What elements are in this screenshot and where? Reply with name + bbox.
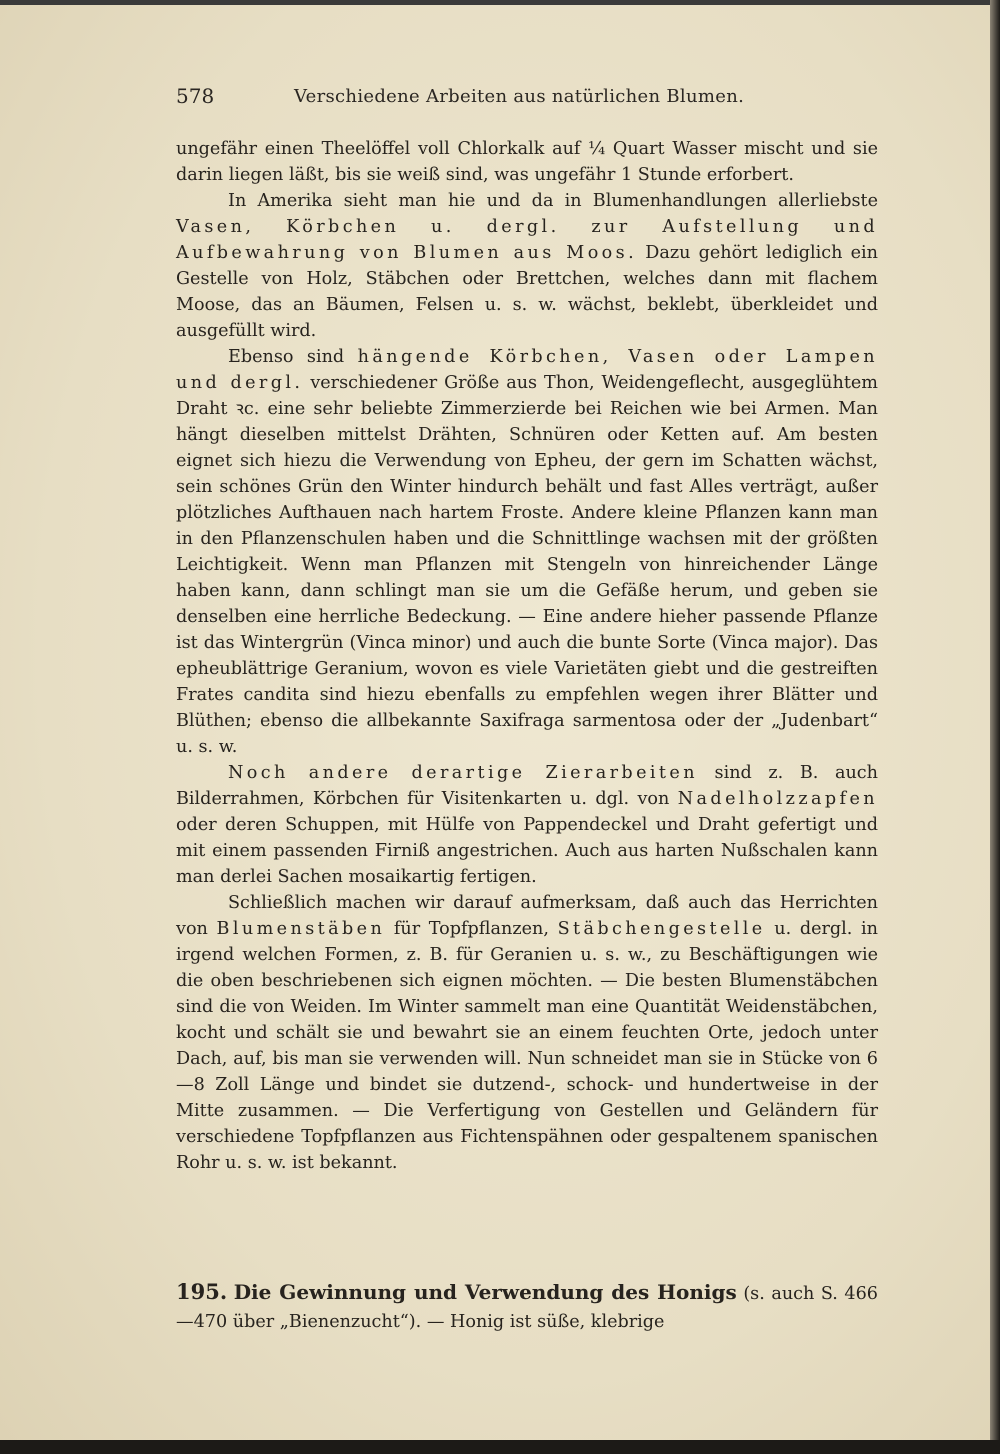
section-195: [176, 1278, 878, 1336]
spaced-emphasis: hängende Körbchen, Vasen oder Lampen und dergl.: [176, 347, 878, 393]
scan-top-border: [0, 0, 1000, 5]
running-title: Verschiedene Arbeiten aus natürlichen Blumen.: [294, 86, 745, 107]
scan-bottom-edge: [0, 1440, 1000, 1454]
text-run: Schließlich machen wir darauf aufmerksam, daß auch das Herrichten von: [176, 893, 878, 939]
text-run: für Topfpflanzen,: [385, 919, 558, 939]
section-title: Die Gewinnung und Verwendung des Honigs: [233, 1280, 737, 1304]
page-header: [176, 84, 880, 116]
section-text: (s. auch S. 466—470 über „Bienenzucht“). — Honig ist süße, klebrige: [176, 1284, 878, 1332]
spaced-emphasis: Nadelholzzapfen: [677, 789, 878, 809]
paragraph: [176, 188, 878, 344]
spaced-emphasis: Blumenstäben: [216, 919, 386, 939]
paragraph: [176, 890, 878, 1176]
scan-right-edge: [990, 0, 1000, 1454]
page-number: 578: [176, 84, 215, 108]
text-run: verschiedener Größe aus Thon, Weidengeflecht, ausgeglühtem Draht ꝛc. eine sehr beliebte Zimmerzierde bei Reichen wie bei Armen. Man hängt dieselben mittelst Drähten, Schnüren oder Ketten auf. Am besten eignet sich hiezu die Verwendung von Epheu, der gern im Schatten wächst, sein schönes Grün den Winter hindurch behält und fast Alles verträgt, außer plötzliches Aufthauen nach hartem Froste. Andere kleine Pflanzen kann man in den Pflanzenschulen haben und die Schnittlinge wachsen mit der größten Leichtigkeit. Wenn man Pflanzen mit Stengeln von hinreichender Länge haben kann, dann schlingt man sie um die Gefäße herum, und geben sie denselben eine herrliche Bedeckung. — Eine andere hieher passende Pflanze ist das Wintergrün (Vinca minor) und auch die bunte Sorte (Vinca major). Das epheublättrige Geranium, wovon es viele Varietäten giebt und die gestreiften Frates candita sind hiezu ebenfalls zu empfehlen wegen ihrer Blätter und Blüthen; ebenso die allbekannte Saxifraga sarmentosa oder der „Judenbart“ u. s. w.: [176, 373, 878, 757]
section-number: 195.: [176, 1279, 228, 1304]
paragraph: [176, 760, 878, 890]
spaced-emphasis: Vasen, Körbchen u. dergl. zur Aufstellung und Aufbewahrung von Blumen aus Moos.: [176, 217, 878, 263]
body-text: [176, 136, 878, 1176]
text-run: sind z. B. auch Bilderrahmen, Körbchen für Visitenkarten u. dgl. von: [176, 763, 878, 809]
text-run: u. dergl. in irgend welchen Formen, z. B. für Geranien u. s. w., zu Beschäftigungen wie die oben beschriebenen sich eignen möchten. — Die besten Blumenstäbchen sind die von Weiden. Im Winter sammelt man eine Quantität Weidenstäbchen, kocht und schält sie und bewahrt sie an einem feuchten Orte, jedoch unter Dach, auf, bis man sie verwenden will. Nun schneidet man sie in Stücke von 6—8 Zoll Länge und bindet sie dutzend-, schock- und hundertweise in der Mitte zusammen. — Die Verfertigung von Gestellen und Geländern für verschiedene Topfpflanzen aus Fichtenspähnen oder gespaltenem spanischen Rohr u. s. w. ist bekannt.: [176, 919, 878, 1173]
text-run: In Amerika sieht man hie und da in Blumenhandlungen allerliebste: [228, 191, 878, 211]
text-run: oder deren Schuppen, mit Hülfe von Pappendeckel und Draht gefertigt und mit einem passenden Firniß angestrichen. Auch aus harten Nußschalen kann man derlei Sachen mosaikartig fertigen.: [176, 815, 878, 887]
text-run: Ebenso sind: [228, 347, 358, 367]
text-run: Dazu gehört lediglich ein Gestelle von Holz, Stäbchen oder Brettchen, welches dann mit flachem Moose, das an Bäumen, Felsen u. s. w. wächst, beklebt, überkleidet und ausgefüllt wird.: [176, 243, 878, 341]
paragraph: [176, 344, 878, 760]
spaced-emphasis: Noch andere derartige Zierarbeiten: [228, 763, 698, 783]
paragraph: ungefähr einen Theelöffel voll Chlorkalk auf ¼ Quart Wasser mischt und sie darin liegen läßt, bis sie weiß sind, was ungefähr 1 Stunde erforbert.: [176, 139, 878, 185]
spaced-emphasis: Stäbchengestelle: [557, 919, 766, 939]
